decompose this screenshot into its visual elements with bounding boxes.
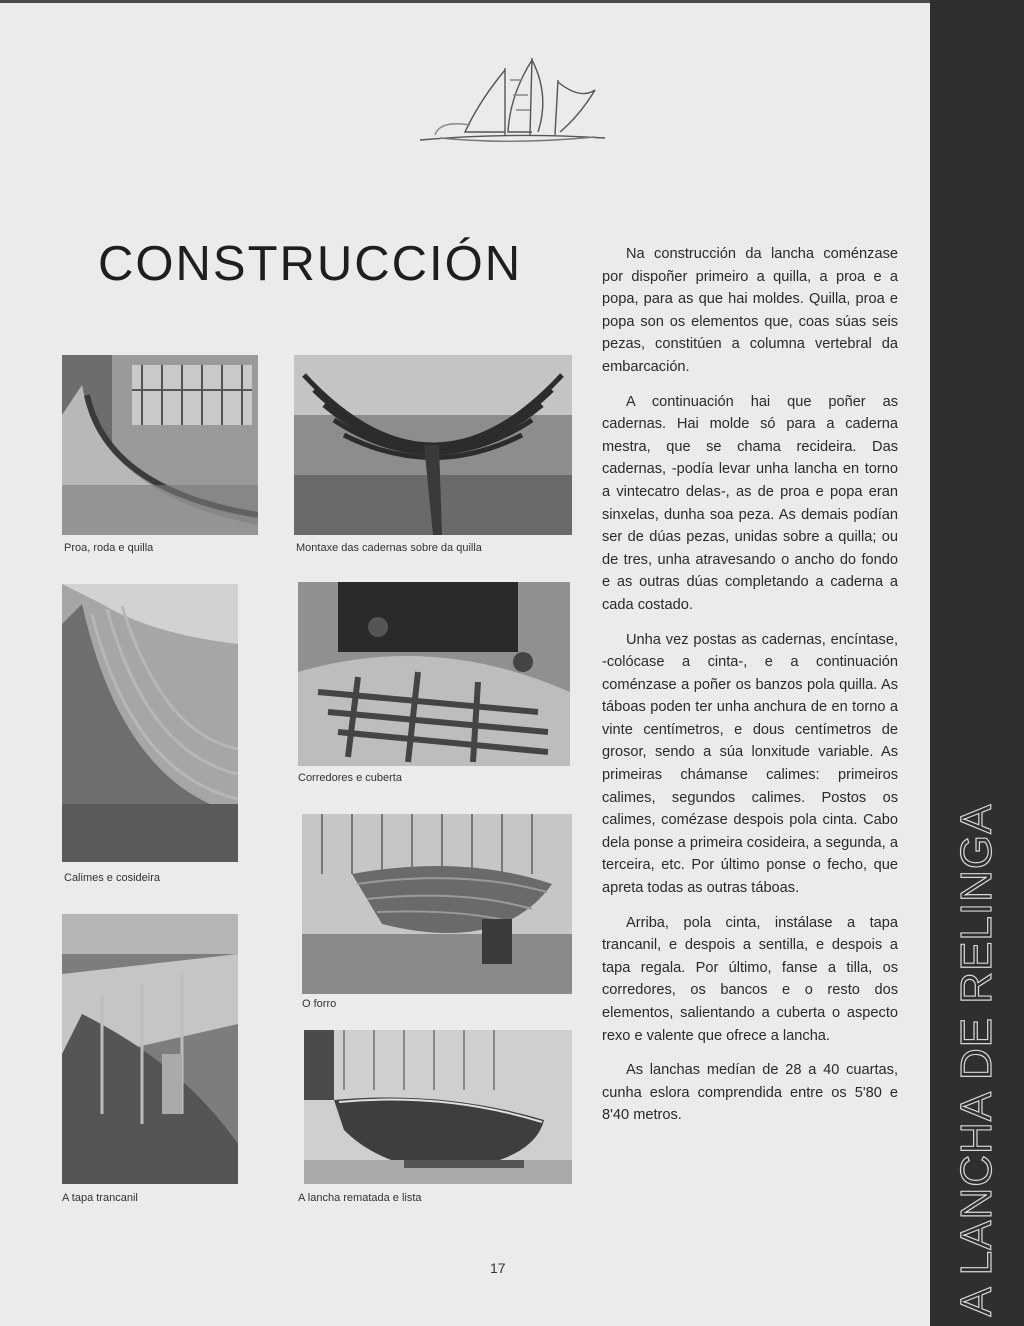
photo-corredores (298, 582, 570, 766)
photo-montaxe (294, 355, 572, 535)
caption-forro: O forro (302, 998, 337, 1010)
top-rule (0, 0, 1024, 3)
page-number: 17 (490, 1260, 506, 1276)
sidebar-title: A LANCHA DE RELINGA (952, 803, 1001, 1317)
paragraph: Na construcción da lancha coménzase por dispoñer primeiro a quilla, a proa e a popa, para as que hai moldes. Quilla, proa e popa son os elementos que, coas súas seis pezas, constitúen a columna vertebral da embarcación. (602, 246, 898, 375)
photo-rematada (304, 1030, 572, 1184)
photo-calimes (62, 584, 238, 862)
caption-proa: Proa, roda e quilla (64, 542, 154, 554)
photo-tapa (62, 914, 238, 1184)
caption-calimes: Calimes e cosideira (64, 872, 160, 884)
caption-rematada: A lancha rematada e lista (298, 1192, 422, 1204)
paragraph: Unha vez postas as cadernas, encíntase, -colócase a cinta-, e a continuación coménzase a poñer os banzos pola quilla. As táboas poden ter unha anchura de en torno a vinte centímetros, e dous centímetros de grosor, sendo a súa lonxitude variable. As primeiras chámanse calimes: primeiros calimes, segundos calimes. Postos os calimes, comézase despois pola cinta. Cabo dela ponse a primeira cosideira, a segunda, a terceira, etc. Por último ponse o fecho, que apreta todas as outras táboas. (602, 631, 898, 897)
photo-forro (302, 814, 572, 994)
caption-montaxe: Montaxe das cadernas sobre da quilla (296, 542, 482, 554)
paragraph: A continuación hai que poñer as cadernas. Hai molde só para a caderna mestra, que se chama recideira. Das cadernas, -podía levar unha lancha en torno a vintecatro delas-, as de proa e popa eran sinxelas, dunha soa peza. As demais podían ser de dúas pezas, unidas sobre a quilla; ou de tres, unha atravesando o ancho do fondo e as outras dúas completando a caderna a cada costado. (602, 393, 898, 613)
body-text (602, 243, 898, 1139)
sailboat-logo (410, 40, 610, 150)
photo-proa (62, 355, 258, 535)
caption-tapa: A tapa trancanil (62, 1192, 138, 1204)
paragraph: Arriba, pola cinta, instálase a tapa trancanil, e despois a sentilla, e despois a tapa regala. Por último, fanse a tilla, os corredores, os bancos e o resto dos elementos, salientando a cuberta o aspecto rexo e valente que ofrece a lancha. (602, 914, 898, 1044)
page-title: CONSTRUCCIÓN (98, 237, 523, 291)
caption-corredores: Corredores e cuberta (298, 772, 402, 784)
paragraph: As lanchas medían de 28 a 40 cuartas, cunha eslora comprendida entre os 5'80 e 8'40 metros. (602, 1062, 898, 1124)
